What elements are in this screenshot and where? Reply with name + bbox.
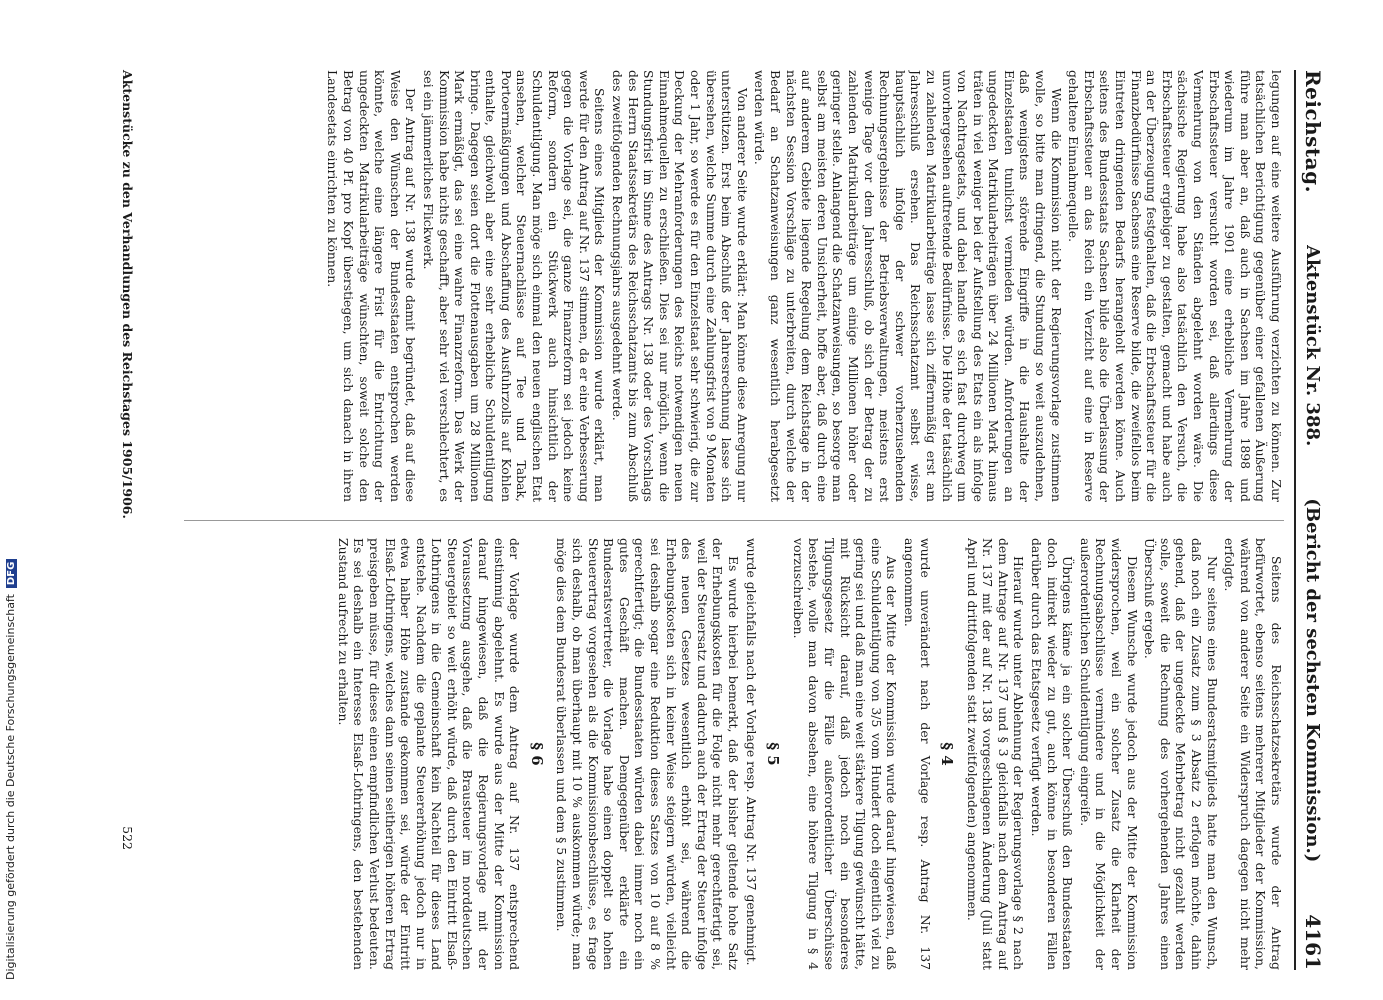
paragraph: Seitens eines Mitglieds der Kommission wurde erklärt, man werde für den Antrag auf Nr. 137 stimmen, da er eine Verbesserung gegen die Vorlage sei, die ganze Finanzreform sei jedoch keine Reform, sondern ein Stückwerk auch hinsichtlich der Schuldentilgung. Man möge sich einmal den neuen englischen Etat ansehen, welcher Steuernachlässe auf Tee und Tabak, Portoermäßigungen und Abschaffung des Ausfuhrzolls auf Kohlen enthalte, gleichwohl aber eine sehr erhebliche Schuldentilgung bringe. Dagegen seien dort die Flottenausgaben um 28 Millionen Mark ermäßigt, das sei eine wahre Finanzreform. Das Werk der Kommission habe nichts geschafft, aber sehr viel verschlechtert, es sei ein jämmerliches Flickwerk.: [420, 70, 608, 502]
paragraph: Nur seitens eines Bundesratsmitglieds hatte man den Wunsch, daß noch ein Zusatz zum § 3 Absatz 2 erfolgen möchte, dahin gehend, daß der ungedeckte Mehrbetrag nicht gezahlt werden solle, soweit die Rechnung des vorhergehenden Jahres einen Überschuß ergebe.: [1142, 538, 1220, 970]
paragraph: wurde gleichfalls nach der Vorlage resp. Antrag Nr. 137 genehmigt.: [743, 538, 759, 966]
digitization-stamp: [0, 0, 40, 1000]
stamp-text-wrapper: [4, 559, 17, 980]
dfg-logo-icon: DFG: [6, 559, 17, 588]
page-footer: [116, 70, 140, 970]
section-heading-5: § 5: [764, 742, 783, 766]
right-text-column: [184, 538, 1284, 970]
left-text-column: [184, 70, 1284, 502]
header-title: Reichstag.: [1301, 70, 1325, 194]
header-document-number: Aktenstück Nr. 388.: [1302, 245, 1324, 447]
paragraph: der Vorlage wurde dem Antrag auf Nr. 137 entsprechend einstimmig abgelehnt. Es wurde aus der Mitte der Kommission darauf hingewiesen, daß die Regierungsvorlage mit der Voraussetzung ausgehe, daß die Brausteuer im norddeutschen Steuergebiet so weit erhöht würde, daß durch den Eintritt Elsaß-Lothringens in die Gemeinschaft kein Nachteil für dieses Land entstehe. Nachdem die geplante Steuererhöhung jedoch nur in etwa halber Höhe zustande gekommen sei, würde der Eintritt Elsaß-Lothringens, welches dann seinen seitherigen höheren Ertrag preisgeben müsse, für dieses einen empfindlichen Verlust bedeuten. Es sei deshalb ein Interesse Elsaß-Lothringens, den bestehenden Zustand aufrecht zu erhalten.: [335, 538, 523, 970]
footer-line: Aktenstücke zu den Verhandlungen des Reichstages 1905/1906.: [120, 70, 136, 519]
paragraph: Von anderer Seite wurde erklärt: Man könne diese Anregung nur unterstützen. Erst beim Abschluß der Jahresrechnung lasse sich übersehen, welche Summe durch eine Zahlungsfrist von 9 Monaten oder 1 Jahr, so werde es für den Einzelstaat sehr schwierig, die zur Deckung der Mehranforderungen des Reichs notwendigen neuen Einnahmequellen zu erschließen. Dies sei nur möglich, wenn die Stundungsfrist im Sinne des Antrags Nr. 138 oder des Vorschlags des Herrn Staatssekretärs des Reichsschatzamts bis zum Abschluß des zweitfolgenden Rechnungsjahrs ausgedehnt werde.: [610, 70, 750, 502]
footer-sheet-number: 522: [120, 826, 136, 850]
header-page-number: 4161: [1301, 914, 1325, 970]
paragraph: Diesem Wunsche wurde jedoch aus der Mitte der Kommission widersprochen, weil ein solcher Zusatz die Klarheit der Rechnungsabschlüsse vermindere und in die Möglichkeit der außerordentlichen Schuldentilgung eingreife.: [1077, 538, 1140, 970]
header-commission: (Bericht der sechsten Kommission.): [1302, 498, 1324, 863]
paragraph: Wenn die Kommission nicht der Regierungsvorlage zustimmen wolle, so bitte man dringend, die Stundung so weit auszudehnen, daß wenigstens störende Eingriffe in die Haushalte der Einzelstaaten tunlichst vermieden würden. Anforderungen an ungedeckten Matrikularbeiträgen über 24 Millionen Mark hinaus träten in viel weniger bei der Aufstellung des Etats ein als infolge von Nachtragsetats, und dabei handle es sich fast durchweg um unvorhergesehen auftretende Bedürfnisse. Die Höhe der tatsächlich zu zahlenden Matrikularbeiträge lasse sich ziffernmäßig erst am Jahresschluß ersehen. Das Reichsschatzamt selbst wisse, hauptsächlich infolge der schwer vorherzusehenden Rechnungsergebnisse der Betriebsverwaltungen, meistens erst wenige Tage vor dem Jahresschluß, ob sich der Betrag der zu zahlenden Matrikularbeiträge um einige Millionen höher oder geringer stelle. Anlangend die Schatzanweisungen, so besorge man selbst am meisten deren Unsicherheit, hoffe aber, daß durch eine auf anderem Gebiete liegende Regelung dem Reichstage in der nächsten Session Vorschläge zu unterbreiten, durch welche der Bedarf an Schatzanweisungen ganz wesentlich herabgesetzt werden würde.: [752, 70, 1064, 502]
paragraph: Seitens des Reichsschatzsekretärs wurde der Antrag befürwortet, ebenso seitens mehrerer Mitglieder der Kommission, während von anderer Seite ein Widerspruch dagegen nicht mehr erfolgte.: [1222, 538, 1284, 970]
page-header: [1294, 70, 1330, 970]
paragraph: legungen auf eine weitere Ausführung verzichten zu können. Zur tatsächlichen Berichtigung gegenüber einer gefallenen Äußerung führe man aber an, daß auch in Sachsen im Jahre 1898 und wiederum im Jahre 1901 eine erhebliche Vermehrung der Erbschaftssteuer versucht worden sei, daß allerdings diese Vermehrung von den Ständen abgelehnt worden wäre. Die sächsische Regierung habe also tatsächlich den Versuch, die Erbschaftssteuer ergiebiger zu gestalten, gemacht und habe auch an der Überzeugung festgehalten, daß die Erbschaftssteuer für die Finanzbedürfnisse Sachsens eine Reserve bilde, die zweifellos beim Eintreten dringenden Bedarfs herangeholt werden könne. Auch seitens des Bundesstaats Sachsen bilde also die Überlassung der Erbschaftssteuer an das Reich ein Verzicht auf eine in Reserve gehaltene Einnahmequelle.: [1066, 70, 1284, 502]
paragraph: wurde unverändert nach der Vorlage resp. Antrag Nr. 137 angenommen.: [901, 538, 933, 970]
section-heading-4: § 4: [938, 742, 957, 766]
paragraph: Aus der Mitte der Kommission wurde darauf hingewiesen, daß eine Schuldentilgung von 3/5 vom Hundert doch eigentlich viel zu gering sei und daß man eine weit stärkere Tilgung gewünscht hätte, mit Rücksicht darauf, daß jedoch noch ein besonderes Tilgungsgesetz für die Fälle außerordentlicher Überschüsse bestehe, wolle man davon absehen, eine höhere Tilgung in § 4 vorzuschreiben.: [790, 538, 900, 970]
paragraph: Der Antrag auf Nr. 138 wurde damit begründet, daß auf diese Weise den Wünschen der Bundesstaaten entsprochen werden könnte, welche eine längere Frist für die Entrichtung der ungedeckten Matrikularbeiträge wünschten, soweit solche den Betrag von 40 Pf. pro Kopf überstiegen, um sich danach in ihren Landesetats einrichten zu können.: [325, 70, 419, 502]
paragraph: Es wurde hierbei bemerkt, daß der bisher geltende hohe Satz der Erhebungskosten für die Folge nicht mehr gerechtfertigt sei, weil der Steuersatz und dadurch auch der Ertrag der Steuer infolge des neuen Gesetzes wesentlich erhöht sei, während die Erhebungskosten sich in keiner Weise steigern würden, vielleicht sei deshalb sogar eine Reduktion dieses Satzes von 10 auf 8 % gerechtfertigt; die Bundesstaaten würden dabei immer noch ein gutes Geschäft machen. Demgegenüber erklärte ein Bundesratsvertreter, die Vorlage habe einen doppelt so hohen Steuerertrag vorgesehen als die Kommissionsbeschlüsse, es frage sich deshalb, ob man überhaupt mit 10 % auskommen würde; man möge dies dem Bundesrat überlassen und dem § 5 zustimmen.: [554, 538, 741, 970]
stamp-text: Digitalisierung gefördert durch die Deutsche Forschungsgemeinschaft: [4, 594, 17, 980]
section-heading-6: § 6: [527, 742, 546, 766]
column-divider: [184, 520, 1284, 521]
paragraph: Hierauf wurde unter Ablehnung der Regierungsvorlage § 2 nach dem Antrage auf Nr. 137 und § 3 gleichfalls nach dem Antrag auf Nr. 137 mit der auf Nr. 138 vorgeschlagenen Änderung (Juli statt April und drittfolgenden statt zweitfolgenden) angenommen.: [964, 538, 1027, 970]
document-page: [90, 70, 1330, 970]
paragraph: Übrigens käme ja ein solcher Überschuß den Bundesstaaten doch indirekt wieder zu gut, auch könne in besonderen Fällen darüber durch das Etatsgesetz verfügt werden.: [1029, 538, 1076, 970]
